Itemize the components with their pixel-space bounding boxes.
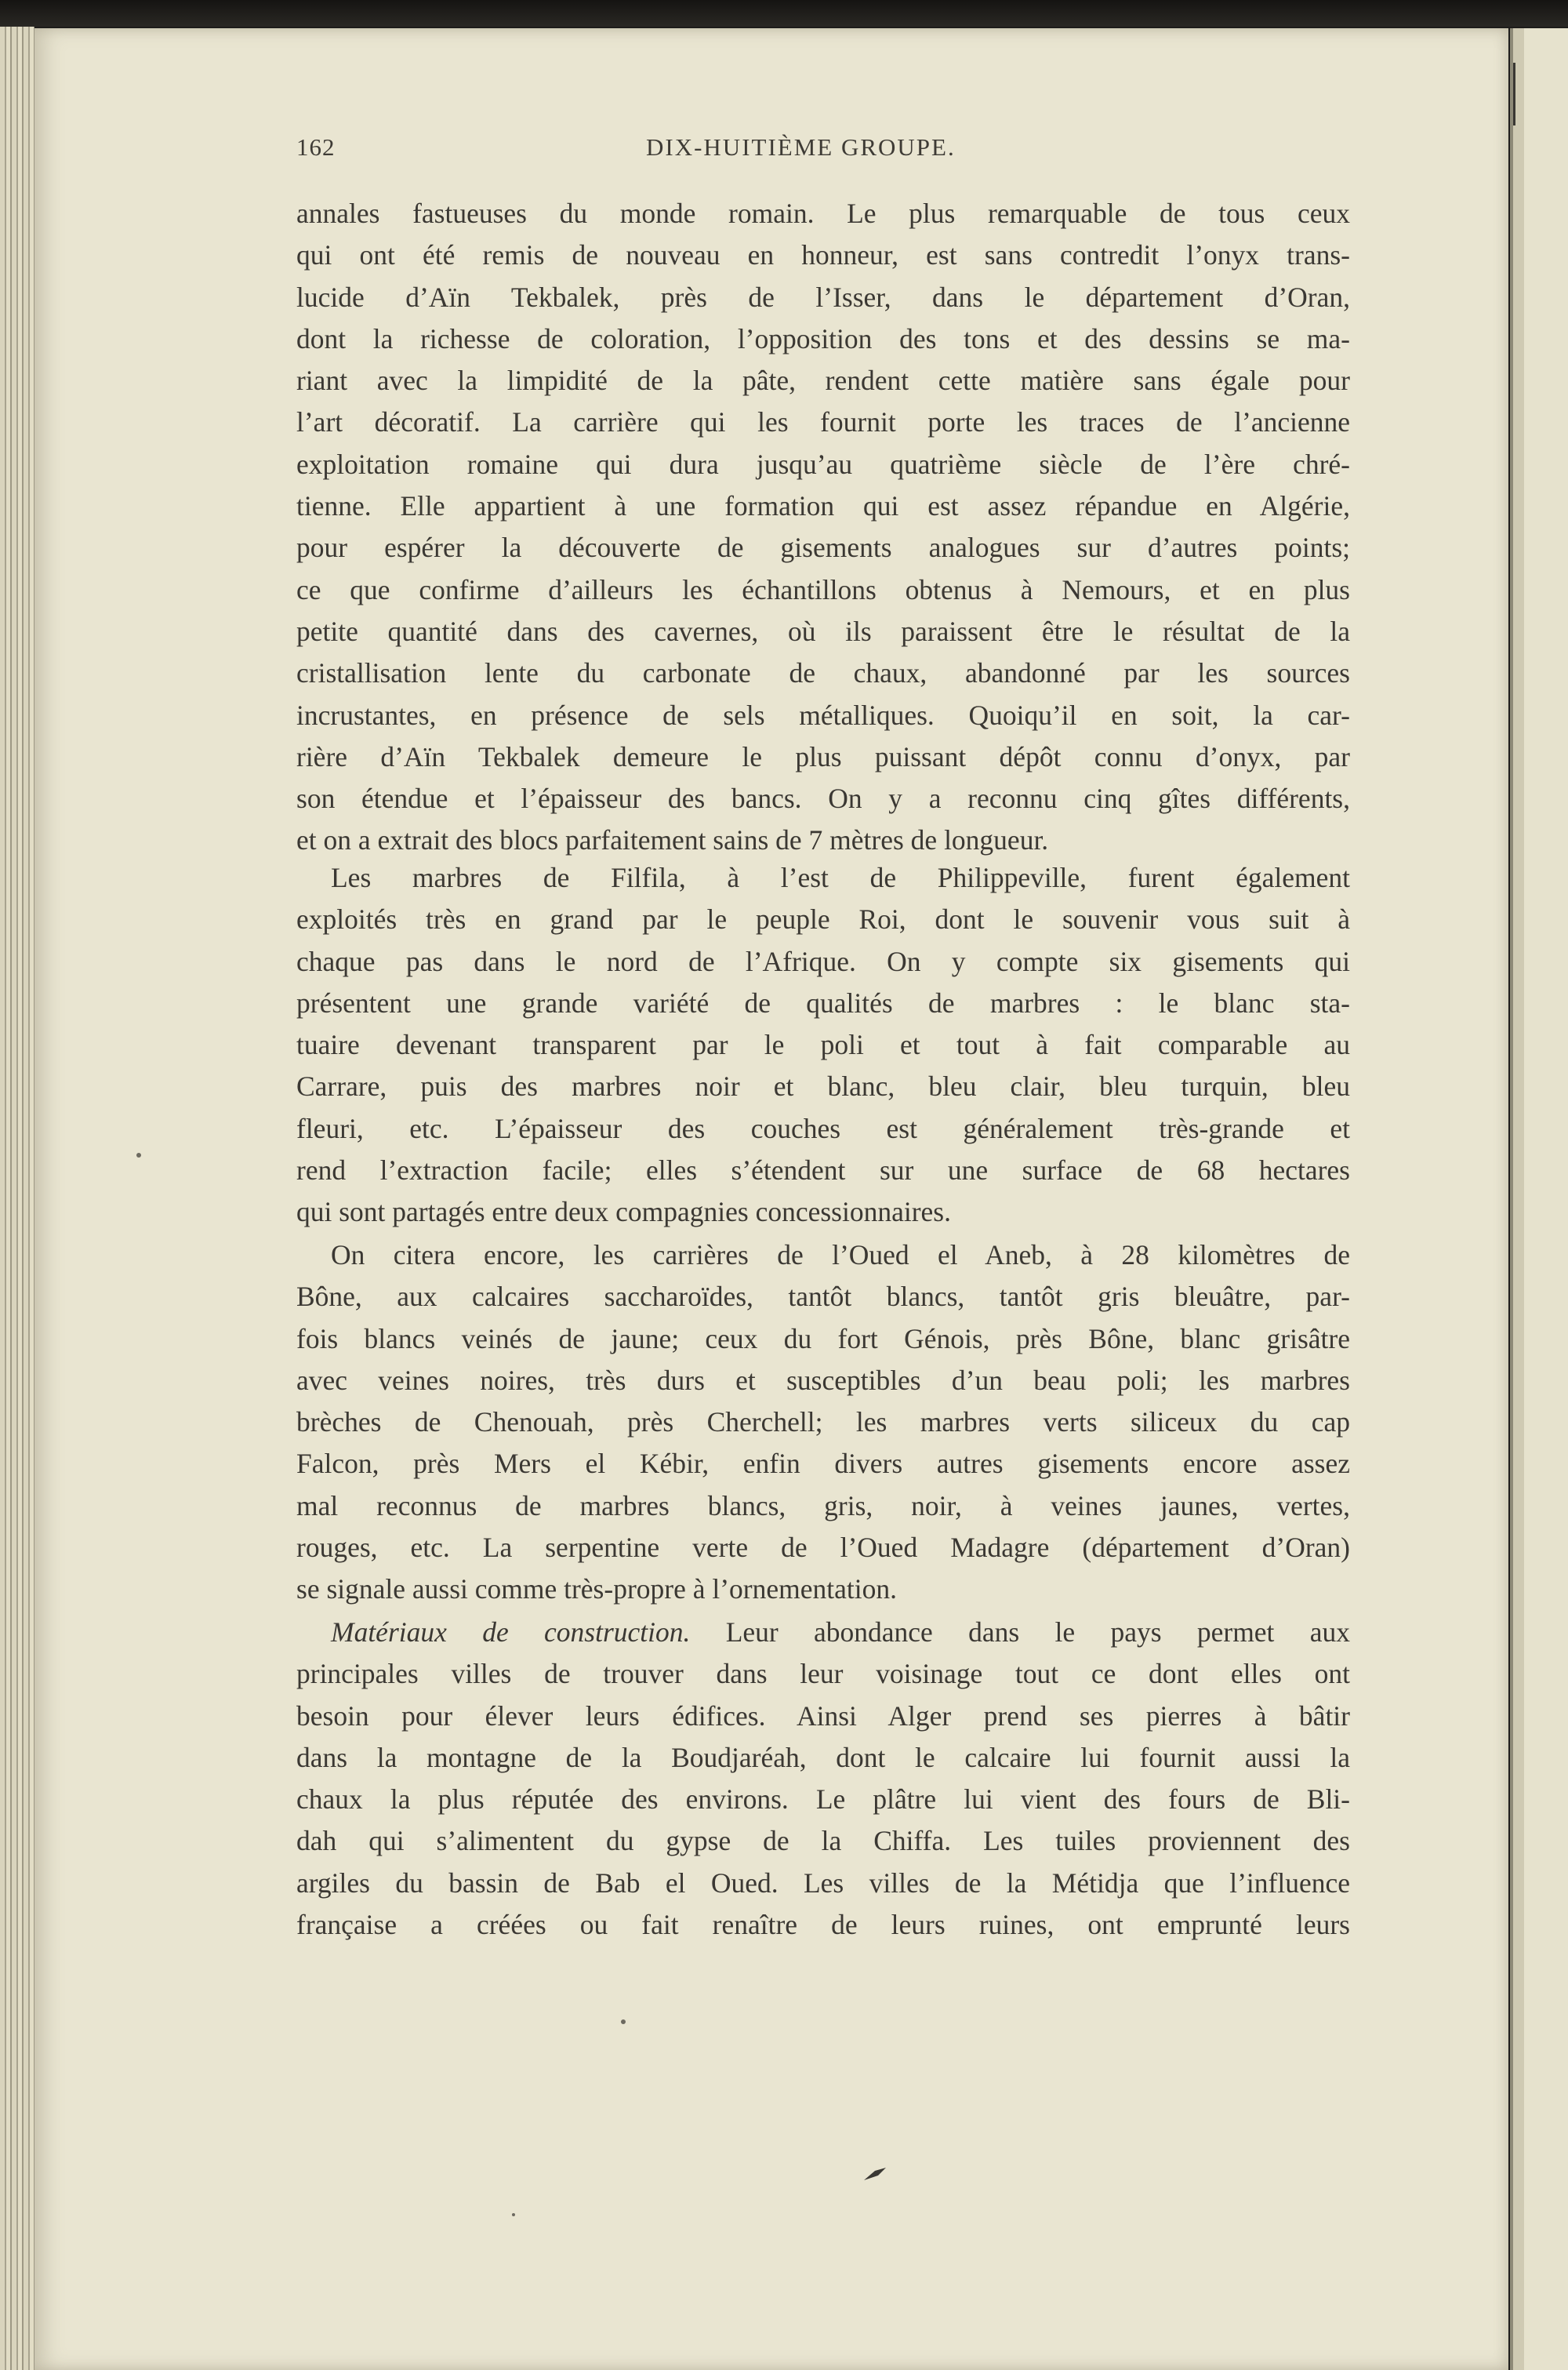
text-line: mal reconnus de marbres blancs, gris, noir, à veines jaunes, vertes, <box>296 1489 1350 1521</box>
text-line: Les marbres de Filfila, à l’est de Philippeville, furent également <box>331 862 1350 893</box>
paragraph-carrieres <box>296 1234 1350 1611</box>
paragraph-filfila <box>296 857 1350 1234</box>
text-line: besoin pour élever leurs édifices. Ainsi Alger prend ses pierres à bâtir <box>296 1699 1350 1732</box>
text-line: On citera encore, les carrières de l’Oued el Aneb, à 28 kilomètres de <box>331 1239 1350 1270</box>
facing-page-mark <box>1513 63 1515 125</box>
text-line: Falcon, près Mers el Kébir, enfin divers autres gisements encore assez <box>296 1448 1350 1480</box>
text-line: lucide d’Aïn Tekbalek, près de l’Isser, dans le département d’Oran, <box>296 281 1350 313</box>
text-line: annales fastueuses du monde romain. Le plus remarquable de tous ceux <box>296 198 1350 229</box>
text-line: ce que confirme d’ailleurs les échantillons obtenus à Nemours, et en plus <box>296 573 1350 605</box>
paragraph-materiaux <box>296 1612 1350 1946</box>
text-line: dah qui s’alimentent du gypse de la Chiffa. Les tuiles proviennent des <box>296 1825 1350 1857</box>
ink-smudge-icon <box>862 2166 889 2182</box>
text-line: son étendue et l’épaisseur des bancs. On y a reconnu cinq gîtes différents, <box>296 783 1350 815</box>
paper-speck <box>136 1153 141 1158</box>
text-line: se signale aussi comme très-propre à l’ornementation. <box>296 1573 897 1605</box>
section-lead: Matériaux de construction. <box>331 1616 691 1648</box>
text-line: présentent une grande variété de qualités de marbres : le blanc sta- <box>296 987 1350 1019</box>
text-line: exploités très en grand par le peuple Roi, dont le souvenir vous suit à <box>296 903 1350 936</box>
text-line: dont la richesse de coloration, l’opposition des tons et des dessins se ma- <box>296 322 1350 354</box>
text-line: riant avec la limpidité de la pâte, rendent cette matière sans égale pour <box>296 365 1350 397</box>
text-line: Carrare, puis des marbres noir et blanc, bleu clair, bleu turquin, bleu <box>296 1070 1350 1103</box>
text-line: rend l’extraction facile; elles s’étendent sur une surface de 68 hectares <box>296 1154 1350 1187</box>
text-line: rouges, etc. La serpentine verte de l’Oued Madagre (département d’Oran) <box>296 1532 1350 1564</box>
paragraph-onyx <box>296 193 1350 862</box>
text-line: tienne. Elle appartient à une formation qui est assez répandue en Algérie, <box>296 490 1350 522</box>
running-title: DIX-HUITIÈME GROUPE. <box>646 133 956 161</box>
scan-top-border <box>0 0 1568 27</box>
text-line: avec veines noires, très durs et susceptibles d’un beau poli; les marbres <box>296 1364 1350 1396</box>
text-line: Bône, aux calcaires saccharoïdes, tantôt blancs, tantôt gris bleuâtre, par- <box>296 1281 1350 1313</box>
text-line: brèches de Chenouah, près Cherchell; les marbres verts siliceux du cap <box>296 1406 1350 1438</box>
text-line: chaque pas dans le nord de l’Afrique. On y compte six gisements qui <box>296 945 1350 977</box>
text-line-rest: Leur abondance dans le pays permet aux <box>690 1616 1350 1648</box>
facing-page-edge <box>1510 28 1568 2370</box>
text-line: dans la montagne de la Boudjaréah, dont le calcaire lui fournit aussi la <box>296 1741 1350 1773</box>
text-line: rière d’Aïn Tekbalek demeure le plus puissant dépôt connu d’onyx, par <box>296 740 1350 772</box>
text-line: pour espérer la découverte de gisements analogues sur d’autres points; <box>296 532 1350 564</box>
text-line <box>296 1612 1350 1653</box>
text-line: petite quantité dans des cavernes, où ils paraissent être le résultat de la <box>296 615 1350 647</box>
paper-speck <box>621 2019 626 2024</box>
page-header <box>296 133 1355 173</box>
text-line: française a créées ou fait renaître de leurs ruines, ont emprunté leurs <box>296 1909 1350 1941</box>
text-line: fleuri, etc. L’épaisseur des couches est généralement très-grande et <box>296 1112 1350 1144</box>
text-line: tuaire devenant transparent par le poli et tout à fait comparable au <box>296 1029 1350 1061</box>
text-line: cristallisation lente du carbonate de chaux, abandonné par les sources <box>296 657 1350 689</box>
page-number: 162 <box>296 133 336 161</box>
text-line: incrustantes, en présence de sels métalliques. Quoiqu’il en soit, la car- <box>296 699 1350 731</box>
paper-speck <box>512 2213 515 2216</box>
text-line: exploitation romaine qui dura jusqu’au quatrième siècle de l’ère chré- <box>296 448 1350 480</box>
text-line: argiles du bassin de Bab el Oued. Les villes de la Métidja que l’influence <box>296 1867 1350 1899</box>
text-line: qui ont été remis de nouveau en honneur, est sans contredit l’onyx trans- <box>296 239 1350 271</box>
text-line: chaux la plus réputée des environs. Le plâtre lui vient des fours de Bli- <box>296 1783 1350 1816</box>
page-edges-left <box>0 27 34 2370</box>
text-line: l’art décoratif. La carrière qui les fournit porte les traces de l’ancienne <box>296 406 1350 438</box>
text-line: et on a extrait des blocs parfaitement sains de 7 mètres de longueur. <box>296 824 1049 856</box>
text-line: fois blancs veinés de jaune; ceux du fort Génois, près Bône, blanc grisâtre <box>296 1322 1350 1354</box>
text-line: principales villes de trouver dans leur voisinage tout ce dont elles ont <box>296 1658 1350 1690</box>
text-line: qui sont partagés entre deux compagnies concessionnaires. <box>296 1196 951 1228</box>
